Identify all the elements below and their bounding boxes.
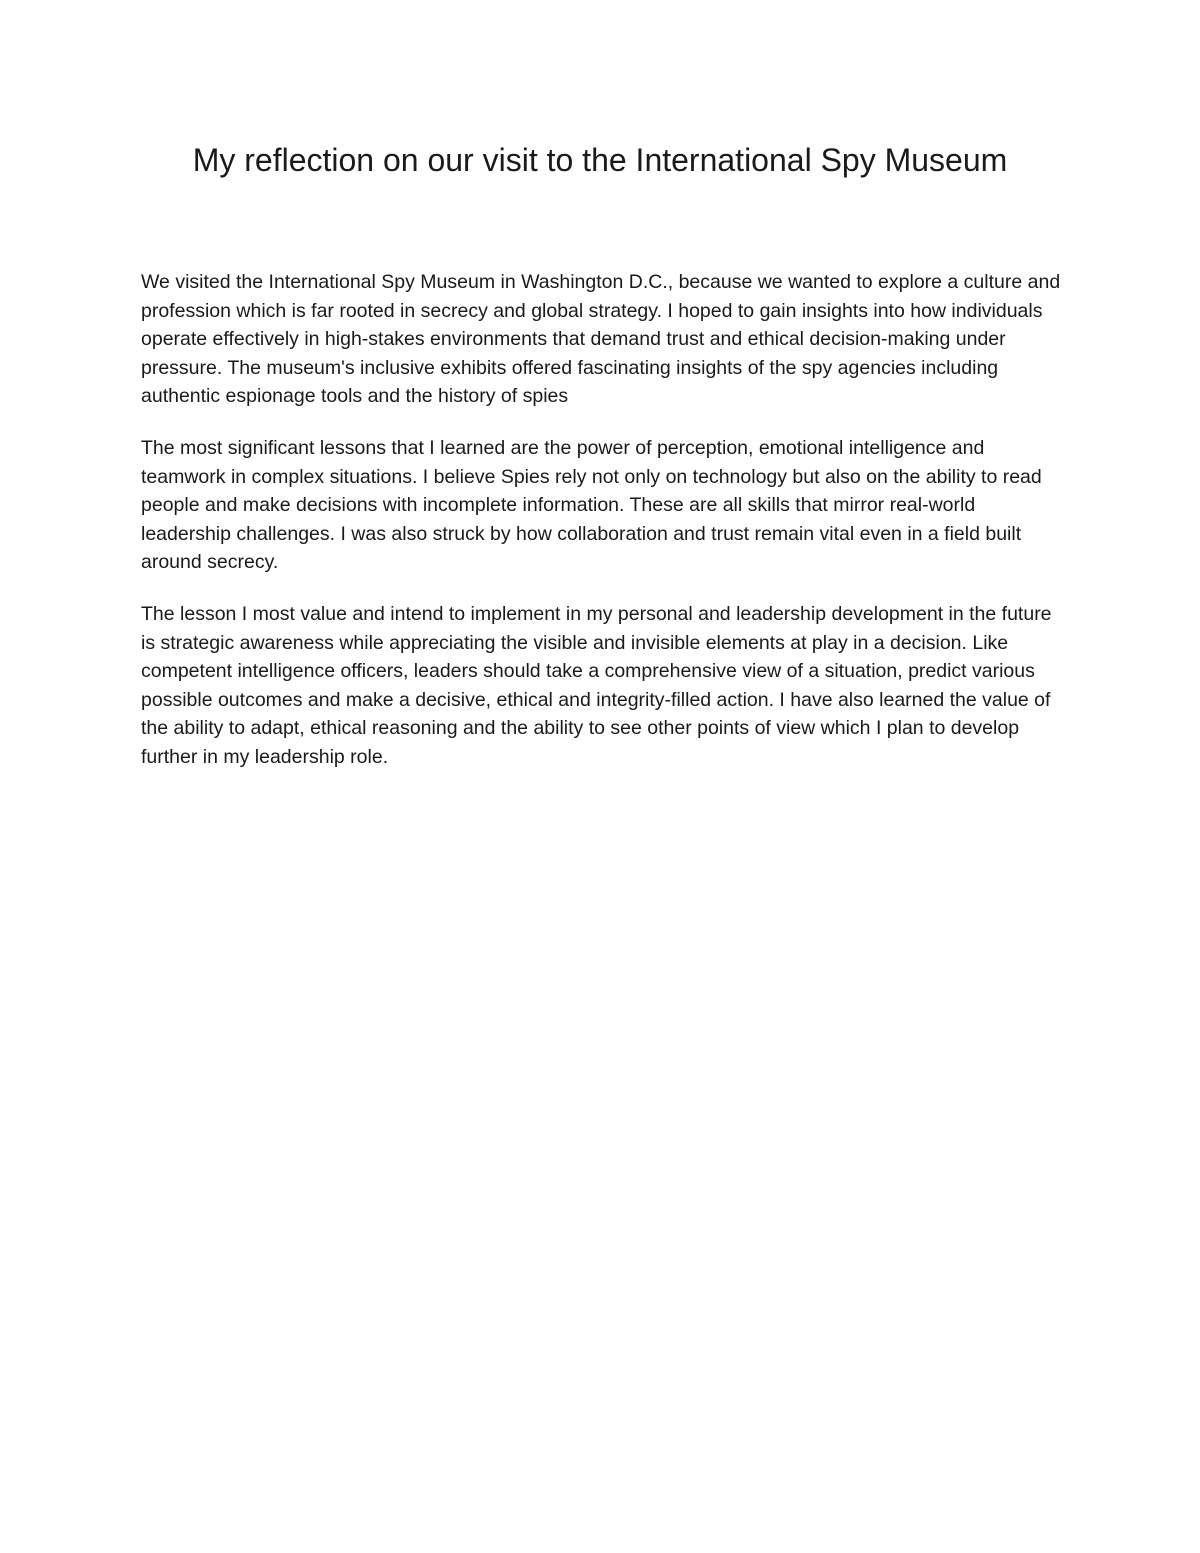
paragraph-2: The most significant lessons that I learned are the power of perception, emotional intelligence and teamwork in complex situations. I believe Spies rely not only on technology but also on the ability to read people and make decisions with incomplete information. These are all skills that mirror real-world leadership challenges. I was also struck by how collaboration and trust remain vital even in a field built around secrecy.	[141, 436, 1042, 574]
paragraph-1: We visited the International Spy Museum in Washington D.C., because we wanted to explore a culture and profession which is far rooted in secrecy and global strategy. I hoped to gain insights into how individuals operate effectively in high-stakes environments that demand trust and ethical decision-making under pressure. The museum's inclusive exhibits offered fascinating insights of the spy agencies including authentic espionage tools and the history of spies	[141, 271, 1061, 408]
page-title: My reflection on our visit to the International Spy Museum	[192, 142, 1008, 178]
paragraph-3: The lesson I most value and intend to implement in my personal and leadership development in the future is strategic awareness while appreciating the visible and invisible elements at play in a decision. Like competent intelligence officers, leaders should take a comprehensive view of a situation, predict various possible outcomes and make a decisive, ethical and integrity-filled action. I have also learned the value of the ability to adapt, ethical reasoning and the ability to see other points of view which I plan to develop further in my leadership role.	[141, 602, 1052, 768]
document-body	[141, 268, 1066, 795]
